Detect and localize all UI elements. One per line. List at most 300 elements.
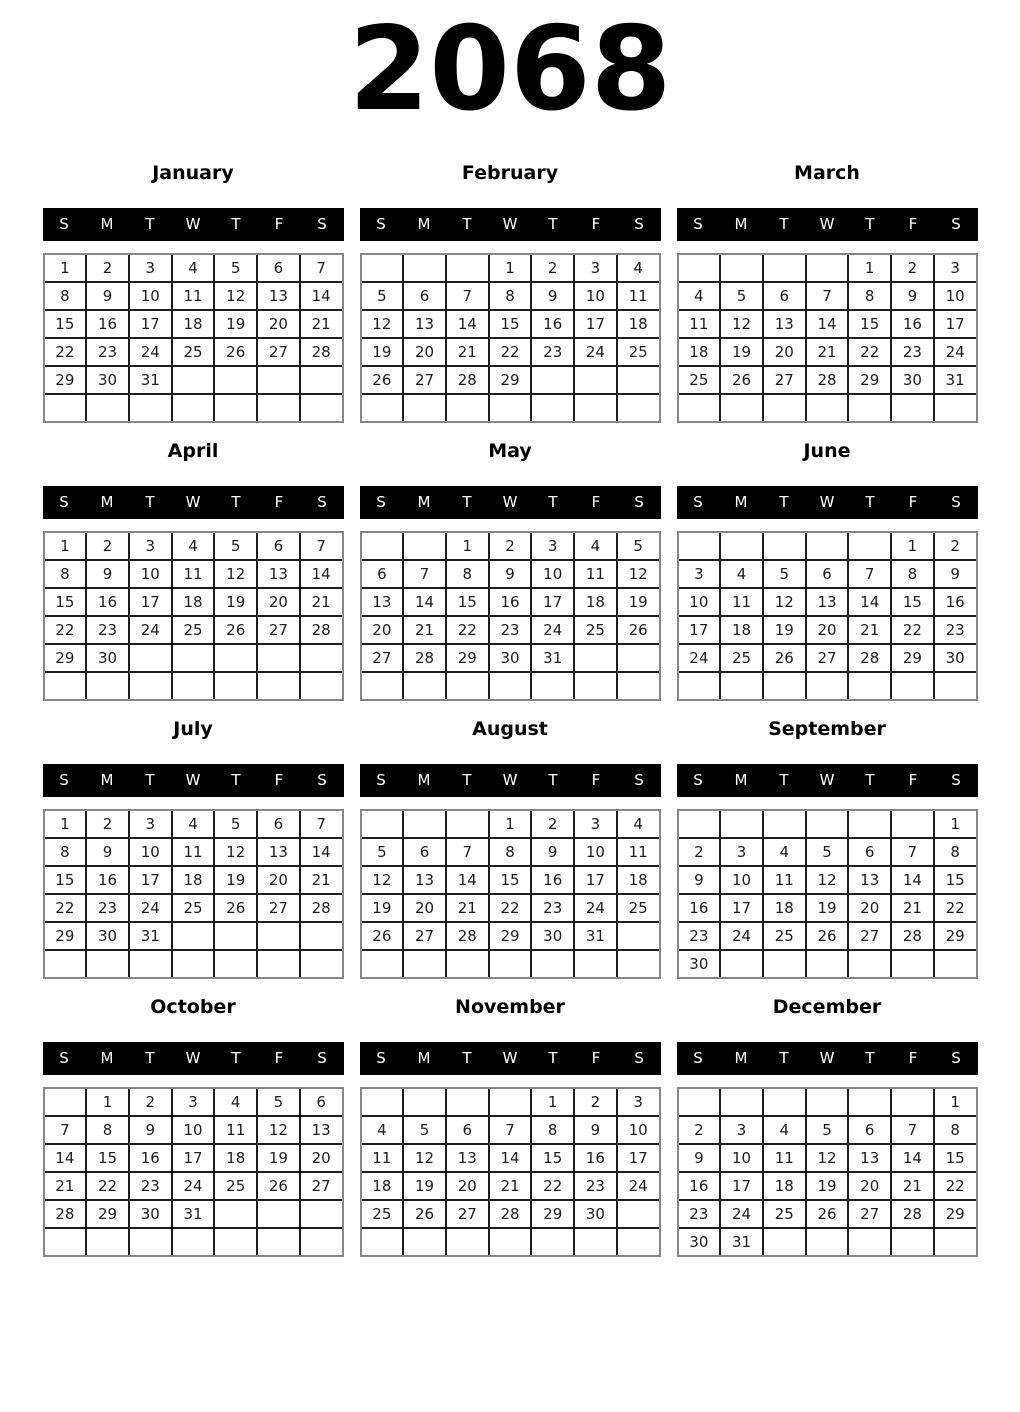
date-cell: 8 <box>892 561 933 587</box>
date-cell: 28 <box>892 1201 933 1227</box>
empty-day-cell <box>447 395 488 421</box>
date-cell: 2 <box>87 533 128 559</box>
date-cell: 8 <box>490 839 531 865</box>
empty-day-cell <box>404 533 445 559</box>
months-grid <box>0 163 1020 1257</box>
date-cell: 23 <box>532 339 573 365</box>
date-cell: 4 <box>173 533 214 559</box>
weekday-label: W <box>819 493 835 511</box>
empty-day-cell <box>258 1229 299 1255</box>
date-cell: 14 <box>490 1145 531 1171</box>
empty-day-cell <box>301 645 342 671</box>
date-cell: 18 <box>173 867 214 893</box>
empty-day-cell <box>130 673 171 699</box>
date-cell: 9 <box>892 283 933 309</box>
weekday-label: M <box>417 1049 431 1067</box>
empty-day-cell <box>258 951 299 977</box>
empty-day-cell <box>679 533 720 559</box>
date-cell: 9 <box>532 283 573 309</box>
empty-day-cell <box>258 395 299 421</box>
date-cell: 11 <box>173 561 214 587</box>
date-grid <box>677 531 978 701</box>
date-cell: 6 <box>301 1089 342 1115</box>
year-title: 2068 <box>348 2 672 137</box>
date-cell: 25 <box>173 895 214 921</box>
date-cell: 13 <box>447 1145 488 1171</box>
weekday-label: W <box>185 215 201 233</box>
date-cell: 11 <box>618 839 659 865</box>
date-cell: 26 <box>764 645 805 671</box>
date-cell: 10 <box>679 589 720 615</box>
date-cell: 8 <box>87 1117 128 1143</box>
date-cell: 19 <box>258 1145 299 1171</box>
weekday-header-row <box>677 764 978 797</box>
date-cell: 28 <box>849 645 890 671</box>
empty-day-cell <box>258 645 299 671</box>
empty-day-cell <box>258 673 299 699</box>
date-cell: 22 <box>849 339 890 365</box>
month-june <box>677 441 978 701</box>
date-cell: 25 <box>721 645 762 671</box>
weekday-label: W <box>502 1049 518 1067</box>
date-cell: 1 <box>490 255 531 281</box>
date-cell: 27 <box>258 895 299 921</box>
date-cell: 27 <box>807 645 848 671</box>
date-cell: 20 <box>447 1173 488 1199</box>
date-cell: 12 <box>807 1145 848 1171</box>
date-cell: 15 <box>849 311 890 337</box>
date-cell: 19 <box>764 617 805 643</box>
date-cell: 19 <box>362 895 403 921</box>
month-name: May <box>488 440 532 462</box>
month-july <box>43 719 344 979</box>
empty-day-cell <box>447 1229 488 1255</box>
date-cell: 3 <box>173 1089 214 1115</box>
date-cell: 13 <box>258 283 299 309</box>
date-cell: 11 <box>764 1145 805 1171</box>
date-cell: 19 <box>807 895 848 921</box>
date-cell: 24 <box>532 617 573 643</box>
empty-day-cell <box>764 255 805 281</box>
date-cell: 30 <box>87 645 128 671</box>
date-cell: 4 <box>618 811 659 837</box>
month-name: June <box>803 440 851 462</box>
date-cell: 27 <box>301 1173 342 1199</box>
date-cell: 27 <box>258 617 299 643</box>
date-grid <box>677 1087 978 1257</box>
weekday-label: T <box>865 493 875 511</box>
date-cell: 11 <box>173 839 214 865</box>
empty-day-cell <box>362 255 403 281</box>
weekday-label: S <box>376 1049 386 1067</box>
empty-day-cell <box>892 673 933 699</box>
date-cell: 15 <box>45 867 86 893</box>
weekday-label: S <box>634 493 644 511</box>
date-cell: 16 <box>679 1173 720 1199</box>
date-cell: 26 <box>618 617 659 643</box>
date-cell: 4 <box>764 1117 805 1143</box>
weekday-label: S <box>634 1049 644 1067</box>
date-cell: 26 <box>404 1201 445 1227</box>
weekday-label: S <box>317 1049 327 1067</box>
date-cell: 20 <box>807 617 848 643</box>
date-cell: 10 <box>575 839 616 865</box>
date-cell: 1 <box>892 533 933 559</box>
date-cell: 7 <box>892 839 933 865</box>
date-cell: 9 <box>87 839 128 865</box>
date-cell: 2 <box>892 255 933 281</box>
empty-day-cell <box>404 1229 445 1255</box>
date-cell: 6 <box>258 533 299 559</box>
date-cell: 15 <box>87 1145 128 1171</box>
date-cell: 18 <box>173 311 214 337</box>
date-cell: 1 <box>935 1089 976 1115</box>
date-cell: 5 <box>258 1089 299 1115</box>
date-cell: 17 <box>618 1145 659 1171</box>
empty-day-cell <box>301 395 342 421</box>
date-cell: 21 <box>849 617 890 643</box>
date-cell: 20 <box>258 867 299 893</box>
date-cell: 7 <box>301 811 342 837</box>
empty-day-cell <box>173 1229 214 1255</box>
date-cell: 25 <box>618 339 659 365</box>
weekday-label: W <box>819 1049 835 1067</box>
weekday-label: T <box>231 771 241 789</box>
date-grid <box>360 531 661 701</box>
empty-day-cell <box>45 1089 86 1115</box>
date-cell: 19 <box>807 1173 848 1199</box>
date-cell: 3 <box>935 255 976 281</box>
weekday-label: T <box>779 771 789 789</box>
empty-day-cell <box>447 673 488 699</box>
empty-day-cell <box>807 811 848 837</box>
empty-day-cell <box>173 951 214 977</box>
empty-day-cell <box>721 811 762 837</box>
empty-day-cell <box>721 255 762 281</box>
date-grid <box>360 1087 661 1257</box>
date-cell: 31 <box>130 367 171 393</box>
empty-day-cell <box>301 1229 342 1255</box>
empty-day-cell <box>849 673 890 699</box>
weekday-label: S <box>59 493 69 511</box>
date-cell: 20 <box>404 895 445 921</box>
empty-day-cell <box>447 811 488 837</box>
weekday-label: S <box>634 215 644 233</box>
empty-day-cell <box>575 951 616 977</box>
date-grid <box>43 531 344 701</box>
empty-day-cell <box>892 951 933 977</box>
weekday-label: S <box>951 215 961 233</box>
date-cell: 21 <box>404 617 445 643</box>
date-cell: 29 <box>849 367 890 393</box>
empty-day-cell <box>362 811 403 837</box>
date-cell: 17 <box>130 867 171 893</box>
empty-day-cell <box>618 923 659 949</box>
empty-day-cell <box>935 673 976 699</box>
date-cell: 19 <box>618 589 659 615</box>
date-cell: 7 <box>447 839 488 865</box>
date-cell: 28 <box>301 895 342 921</box>
date-cell: 28 <box>892 923 933 949</box>
weekday-label: S <box>317 493 327 511</box>
month-name: September <box>768 718 886 740</box>
date-cell: 24 <box>130 339 171 365</box>
date-cell: 6 <box>258 811 299 837</box>
empty-day-cell <box>87 395 128 421</box>
weekday-label: S <box>317 215 327 233</box>
weekday-label: S <box>59 215 69 233</box>
date-cell: 22 <box>45 339 86 365</box>
empty-day-cell <box>173 673 214 699</box>
empty-day-cell <box>764 1089 805 1115</box>
weekday-label: T <box>548 215 558 233</box>
date-cell: 27 <box>258 339 299 365</box>
date-cell: 8 <box>45 561 86 587</box>
weekday-label: T <box>462 493 472 511</box>
weekday-label: T <box>548 771 558 789</box>
empty-day-cell <box>215 673 256 699</box>
date-cell: 17 <box>130 589 171 615</box>
date-cell: 1 <box>45 255 86 281</box>
empty-day-cell <box>935 1229 976 1255</box>
date-cell: 23 <box>532 895 573 921</box>
date-cell: 20 <box>764 339 805 365</box>
date-cell: 15 <box>935 1145 976 1171</box>
month-january <box>43 163 344 423</box>
empty-day-cell <box>764 673 805 699</box>
empty-day-cell <box>45 673 86 699</box>
weekday-label: M <box>100 771 114 789</box>
empty-day-cell <box>173 923 214 949</box>
weekday-label: S <box>693 1049 703 1067</box>
date-cell: 11 <box>679 311 720 337</box>
empty-day-cell <box>130 395 171 421</box>
date-cell: 30 <box>87 923 128 949</box>
date-cell: 5 <box>215 533 256 559</box>
date-cell: 2 <box>679 1117 720 1143</box>
date-cell: 22 <box>532 1173 573 1199</box>
date-cell: 29 <box>45 645 86 671</box>
date-cell: 21 <box>892 895 933 921</box>
weekday-label: F <box>591 1049 601 1067</box>
date-cell: 29 <box>935 923 976 949</box>
date-cell: 1 <box>45 533 86 559</box>
date-cell: 16 <box>532 311 573 337</box>
empty-day-cell <box>447 255 488 281</box>
empty-day-cell <box>173 395 214 421</box>
date-cell: 25 <box>618 895 659 921</box>
date-cell: 10 <box>532 561 573 587</box>
weekday-label: T <box>865 1049 875 1067</box>
date-cell: 3 <box>130 255 171 281</box>
date-cell: 30 <box>532 923 573 949</box>
empty-day-cell <box>87 1229 128 1255</box>
date-cell: 18 <box>721 617 762 643</box>
date-cell: 16 <box>87 311 128 337</box>
date-cell: 5 <box>807 1117 848 1143</box>
date-cell: 17 <box>679 617 720 643</box>
date-cell: 21 <box>447 895 488 921</box>
weekday-label: S <box>951 1049 961 1067</box>
empty-day-cell <box>892 395 933 421</box>
date-cell: 29 <box>892 645 933 671</box>
date-cell: 2 <box>935 533 976 559</box>
date-cell: 13 <box>807 589 848 615</box>
date-cell: 2 <box>130 1089 171 1115</box>
empty-day-cell <box>575 395 616 421</box>
weekday-label: T <box>145 1049 155 1067</box>
date-cell: 11 <box>764 867 805 893</box>
date-cell: 23 <box>575 1173 616 1199</box>
date-cell: 14 <box>892 1145 933 1171</box>
empty-day-cell <box>490 951 531 977</box>
date-cell: 14 <box>447 311 488 337</box>
date-cell: 7 <box>404 561 445 587</box>
date-cell: 19 <box>215 311 256 337</box>
date-cell: 9 <box>679 1145 720 1171</box>
empty-day-cell <box>892 811 933 837</box>
weekday-label: W <box>185 1049 201 1067</box>
weekday-label: T <box>865 215 875 233</box>
date-cell: 24 <box>618 1173 659 1199</box>
date-cell: 5 <box>362 283 403 309</box>
date-cell: 26 <box>215 895 256 921</box>
empty-day-cell <box>301 1201 342 1227</box>
date-cell: 7 <box>45 1117 86 1143</box>
empty-day-cell <box>849 1229 890 1255</box>
date-cell: 18 <box>173 589 214 615</box>
weekday-header-row <box>677 1042 978 1075</box>
date-cell: 17 <box>721 1173 762 1199</box>
month-february <box>360 163 661 423</box>
empty-day-cell <box>258 367 299 393</box>
date-cell: 8 <box>447 561 488 587</box>
weekday-label: T <box>865 771 875 789</box>
date-cell: 15 <box>892 589 933 615</box>
date-cell: 4 <box>173 811 214 837</box>
date-cell: 3 <box>721 1117 762 1143</box>
date-cell: 15 <box>45 589 86 615</box>
date-cell: 8 <box>935 1117 976 1143</box>
empty-day-cell <box>490 1229 531 1255</box>
month-name: February <box>461 162 559 184</box>
date-cell: 4 <box>618 255 659 281</box>
date-cell: 18 <box>764 895 805 921</box>
date-grid <box>43 1087 344 1257</box>
empty-day-cell <box>532 1229 573 1255</box>
date-cell: 23 <box>490 617 531 643</box>
date-cell: 2 <box>490 533 531 559</box>
date-cell: 10 <box>935 283 976 309</box>
date-cell: 28 <box>490 1201 531 1227</box>
empty-day-cell <box>215 1201 256 1227</box>
date-cell: 27 <box>404 923 445 949</box>
date-grid <box>360 253 661 423</box>
date-cell: 2 <box>87 811 128 837</box>
date-cell: 21 <box>301 311 342 337</box>
empty-day-cell <box>679 673 720 699</box>
weekday-label: M <box>417 771 431 789</box>
weekday-label: T <box>145 215 155 233</box>
date-cell: 30 <box>130 1201 171 1227</box>
date-cell: 12 <box>258 1117 299 1143</box>
empty-day-cell <box>679 1089 720 1115</box>
weekday-header-row <box>677 486 978 519</box>
weekday-label: S <box>59 1049 69 1067</box>
month-name: March <box>794 162 860 184</box>
empty-day-cell <box>807 1229 848 1255</box>
empty-day-cell <box>532 395 573 421</box>
date-cell: 9 <box>87 561 128 587</box>
date-cell: 12 <box>362 311 403 337</box>
date-cell: 11 <box>173 283 214 309</box>
empty-day-cell <box>490 1089 531 1115</box>
date-cell: 7 <box>849 561 890 587</box>
date-cell: 10 <box>173 1117 214 1143</box>
weekday-label: F <box>274 771 284 789</box>
weekday-label: M <box>100 493 114 511</box>
date-cell: 7 <box>490 1117 531 1143</box>
empty-day-cell <box>679 395 720 421</box>
date-cell: 2 <box>87 255 128 281</box>
date-cell: 22 <box>935 1173 976 1199</box>
date-cell: 22 <box>892 617 933 643</box>
empty-day-cell <box>532 951 573 977</box>
empty-day-cell <box>721 673 762 699</box>
month-november <box>360 997 661 1257</box>
date-cell: 15 <box>532 1145 573 1171</box>
date-cell: 2 <box>575 1089 616 1115</box>
date-cell: 27 <box>362 645 403 671</box>
date-cell: 30 <box>575 1201 616 1227</box>
date-cell: 20 <box>258 589 299 615</box>
date-cell: 26 <box>807 1201 848 1227</box>
weekday-label: F <box>908 215 918 233</box>
date-cell: 8 <box>45 283 86 309</box>
date-cell: 31 <box>532 645 573 671</box>
empty-day-cell <box>215 1229 256 1255</box>
date-cell: 4 <box>575 533 616 559</box>
empty-day-cell <box>935 951 976 977</box>
weekday-label: T <box>145 493 155 511</box>
date-cell: 28 <box>447 367 488 393</box>
date-cell: 4 <box>764 839 805 865</box>
date-cell: 16 <box>87 589 128 615</box>
empty-day-cell <box>618 395 659 421</box>
empty-day-cell <box>618 1229 659 1255</box>
date-cell: 25 <box>173 617 214 643</box>
date-cell: 21 <box>807 339 848 365</box>
date-cell: 3 <box>618 1089 659 1115</box>
date-cell: 8 <box>935 839 976 865</box>
date-cell: 3 <box>130 533 171 559</box>
empty-day-cell <box>807 395 848 421</box>
date-cell: 19 <box>721 339 762 365</box>
date-cell: 25 <box>575 617 616 643</box>
weekday-label: T <box>548 1049 558 1067</box>
date-cell: 6 <box>362 561 403 587</box>
empty-day-cell <box>130 1229 171 1255</box>
date-cell: 18 <box>764 1173 805 1199</box>
month-name: January <box>152 162 234 184</box>
date-cell: 24 <box>679 645 720 671</box>
date-cell: 28 <box>301 617 342 643</box>
date-cell: 1 <box>490 811 531 837</box>
weekday-label: T <box>462 1049 472 1067</box>
month-october <box>43 997 344 1257</box>
empty-day-cell <box>404 255 445 281</box>
empty-day-cell <box>447 1089 488 1115</box>
